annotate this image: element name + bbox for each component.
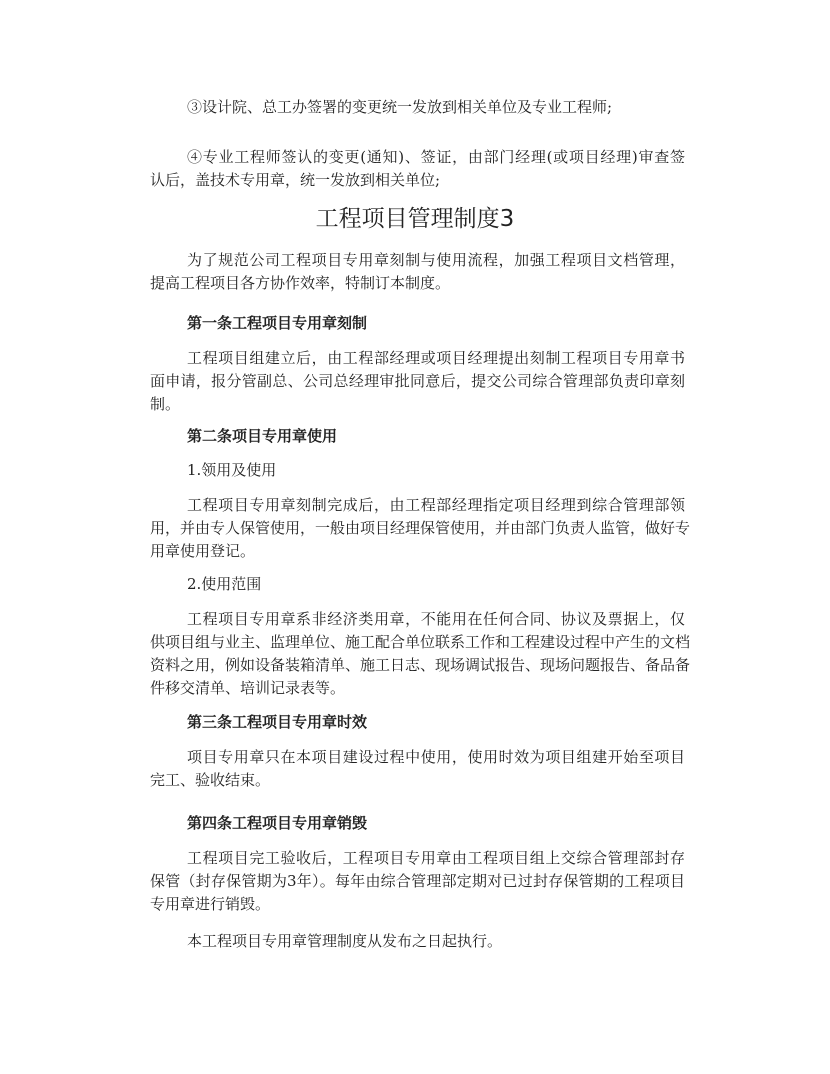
text-line: 1.领用及使用 xyxy=(187,461,277,479)
section-2-subheading-1 xyxy=(150,459,685,482)
section-2-paragraph-1 xyxy=(150,494,691,563)
intro-paragraph xyxy=(150,249,685,295)
text-line: 资料之用，例如设备装箱清单、施工日志、现场调试报告、现场问题报告、备品备 xyxy=(150,656,691,674)
document-title: 工程项目管理制度3 xyxy=(315,206,515,232)
section-4-paragraph xyxy=(150,847,685,916)
text-line: 专用章进行销毁。 xyxy=(150,895,271,913)
text-line: 工程项目组建立后，由工程部经理或项目经理提出刻制工程项目专用章书 xyxy=(187,349,685,367)
section-3-heading: 第三条工程项目专用章时效 xyxy=(187,713,368,731)
text-line: 工程项目专用章刻制完成后，由工程部经理指定项目经理到综合管理部领 xyxy=(187,496,685,514)
section-1-paragraph xyxy=(150,347,685,416)
section-2-paragraph-2 xyxy=(150,608,691,700)
text-line: 制。 xyxy=(150,395,181,413)
text-line: 项目专用章只在本项目建设过程中使用，使用时效为项目组建开始至项目 xyxy=(187,748,685,766)
section-1-heading: 第一条工程项目专用章刻制 xyxy=(187,314,368,332)
text-line: 2.使用范围 xyxy=(187,575,262,593)
paragraph-item-3 xyxy=(150,96,685,119)
text-line: ③设计院、总工办签署的变更统一发放到相关单位及专业工程师; xyxy=(187,98,613,116)
text-line: ④专业工程师签认的变更(通知)、签证，由部门经理(或项目经理)审查签 xyxy=(187,148,685,166)
section-3-paragraph xyxy=(150,746,685,792)
section-4-heading: 第四条工程项目专用章销毁 xyxy=(187,814,368,832)
paragraph-item-4 xyxy=(150,146,685,192)
section-2-subheading-2 xyxy=(150,573,685,596)
text-line: 工程项目完工验收后，工程项目专用章由工程项目组上交综合管理部封存 xyxy=(187,849,685,867)
closing-paragraph xyxy=(150,930,685,953)
text-line: 认后，盖技术专用章，统一发放到相关单位; xyxy=(150,171,441,189)
section-2-heading: 第二条项目专用章使用 xyxy=(187,427,338,445)
text-line: 完工、验收结束。 xyxy=(150,771,271,789)
text-line: 保管（封存保管期为3年）。每年由综合管理部定期对已过封存保管期的工程项目 xyxy=(150,872,685,890)
text-line: 件移交清单、培训记录表等。 xyxy=(150,679,346,697)
text-line: 本工程项目专用章管理制度从发布之日起执行。 xyxy=(187,932,503,950)
text-line: 用章使用登记。 xyxy=(150,542,256,560)
text-line: 提高工程项目各方协作效率，特制订本制度。 xyxy=(150,274,451,292)
text-line: 供项目组与业主、监理单位、施工配合单位联系工作和工程建设过程中产生的文档 xyxy=(150,633,691,651)
text-line: 用，并由专人保管使用，一般由项目经理保管使用，并由部门负责人监管，做好专 xyxy=(150,519,691,537)
text-line: 为了规范公司工程项目专用章刻制与使用流程，加强工程项目文档管理， xyxy=(187,251,685,269)
text-line: 面申请，报分管副总、公司总经理审批同意后，提交公司综合管理部负责印章刻 xyxy=(150,372,685,390)
text-line: 工程项目专用章系非经济类用章，不能用在任何合同、协议及票据上，仅 xyxy=(187,610,685,628)
